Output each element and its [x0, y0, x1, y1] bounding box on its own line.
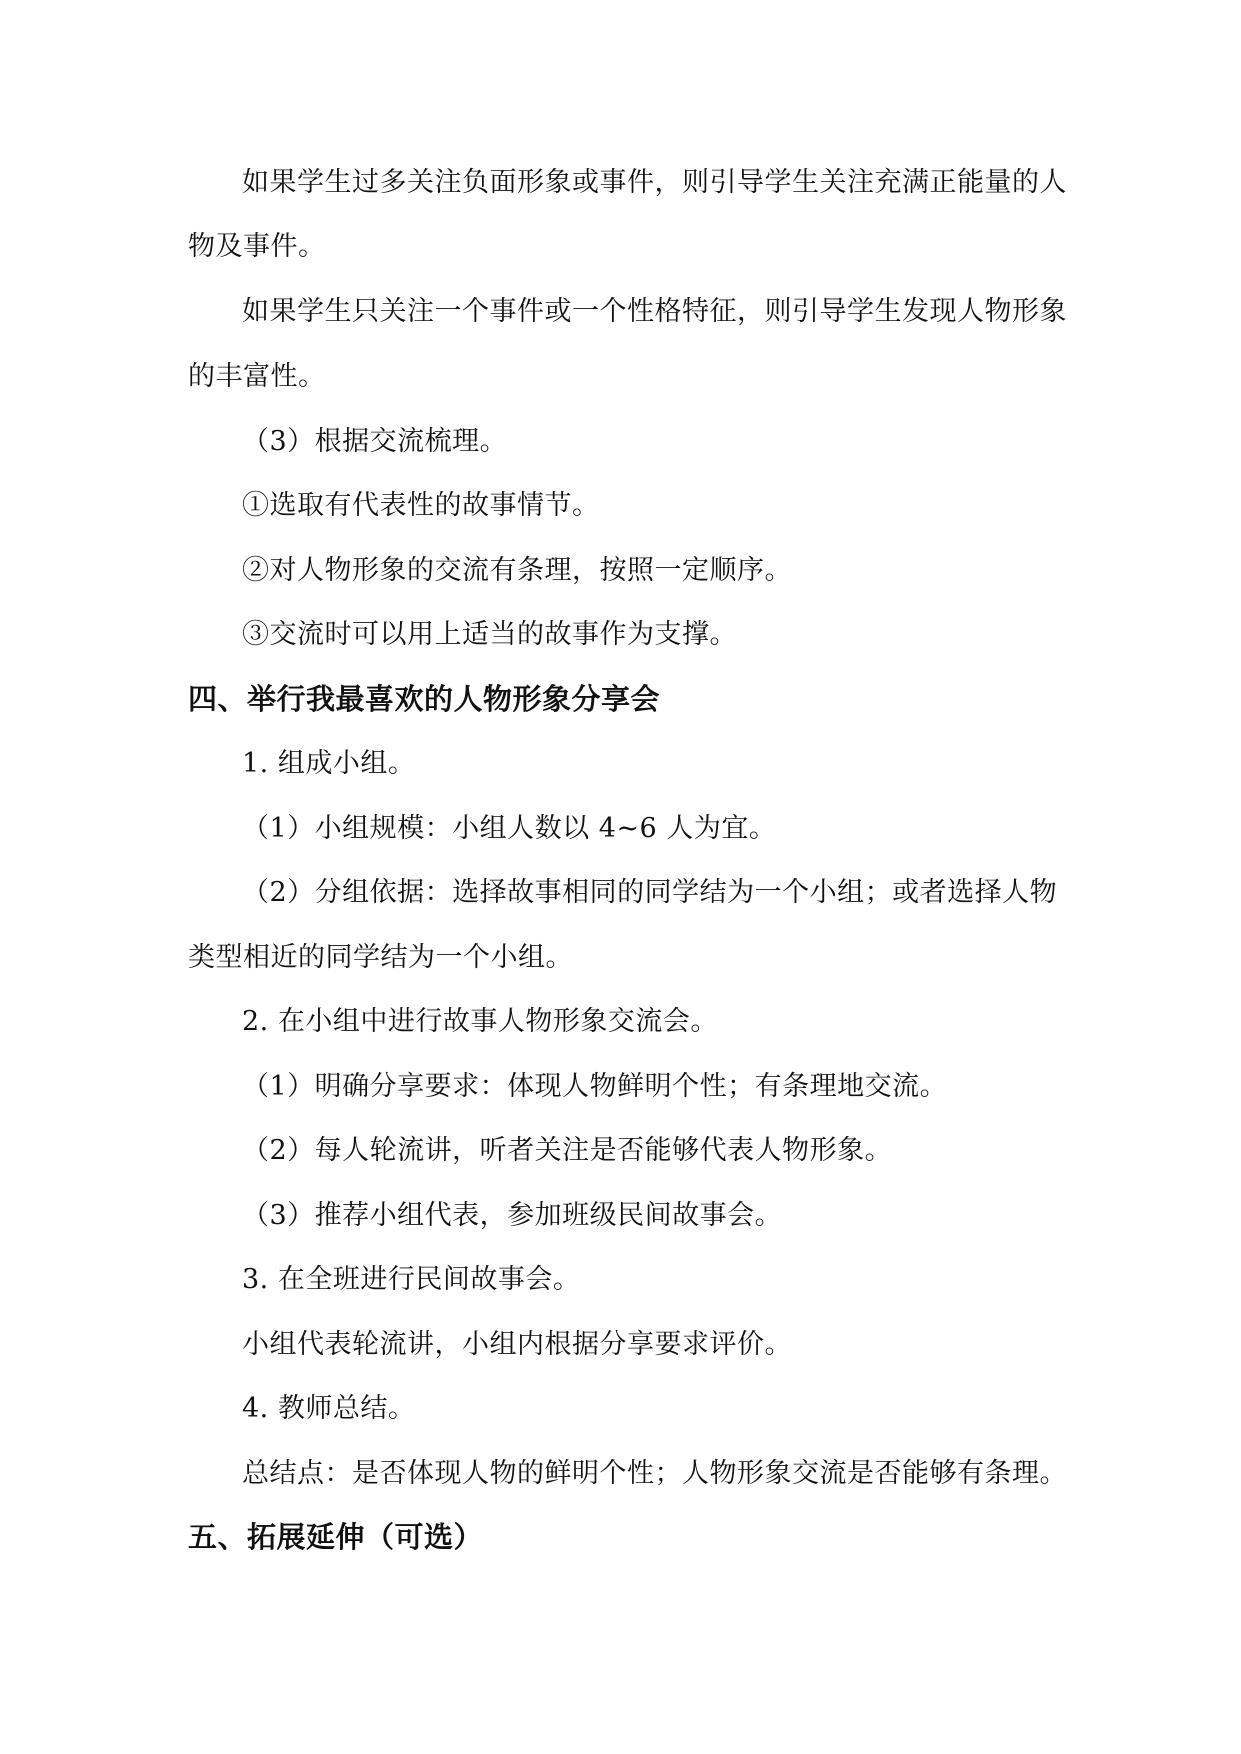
- paragraph-line: （1）小组规模：小组人数以 4~6 人为宜。: [242, 813, 777, 844]
- paragraph-line: 2. 在小组中进行故事人物形象交流会。: [242, 1006, 718, 1037]
- paragraph-line: ①选取有代表性的故事情节。: [242, 490, 600, 521]
- paragraph-line: ②对人物形象的交流有条理，按照一定顺序。: [242, 555, 792, 586]
- paragraph-line: 如果学生过多关注负面形象或事件，则引导学生关注充满正能量的人: [242, 167, 1067, 198]
- paragraph-line: （2）每人轮流讲，听者关注是否能够代表人物形象。: [242, 1135, 893, 1166]
- paragraph-line: 如果学生只关注一个事件或一个性格特征，则引导学生发现人物形象: [242, 296, 1067, 327]
- paragraph-line: 1. 组成小组。: [242, 748, 416, 779]
- paragraph-line: 类型相近的同学结为一个小组。: [188, 942, 573, 973]
- paragraph-line: （2）分组依据：选择故事相同的同学结为一个小组；或者选择人物: [242, 877, 1058, 908]
- paragraph-line: （3）推荐小组代表，参加班级民间故事会。: [242, 1200, 783, 1231]
- paragraph-line: ③交流时可以用上适当的故事作为支撑。: [242, 619, 737, 650]
- paragraph-line: （3）根据交流梳理。: [242, 426, 508, 457]
- paragraph-line: 小组代表轮流讲，小组内根据分享要求评价。: [242, 1329, 792, 1360]
- section-heading: 五、拓展延伸（可选）: [188, 1520, 484, 1554]
- section-heading: 四、举行我最喜欢的人物形象分享会: [188, 682, 661, 716]
- paragraph-line: 物及事件。: [188, 231, 326, 262]
- paragraph-line: 的丰富性。: [188, 361, 326, 392]
- paragraph-line: （1）明确分享要求：体现人物鲜明个性；有条理地交流。: [242, 1071, 948, 1102]
- paragraph-line: 总结点：是否体现人物的鲜明个性；人物形象交流是否能够有条理。: [242, 1458, 1067, 1489]
- paragraph-line: 3. 在全班进行民间故事会。: [242, 1264, 581, 1295]
- paragraph-line: 4. 教师总结。: [242, 1393, 416, 1424]
